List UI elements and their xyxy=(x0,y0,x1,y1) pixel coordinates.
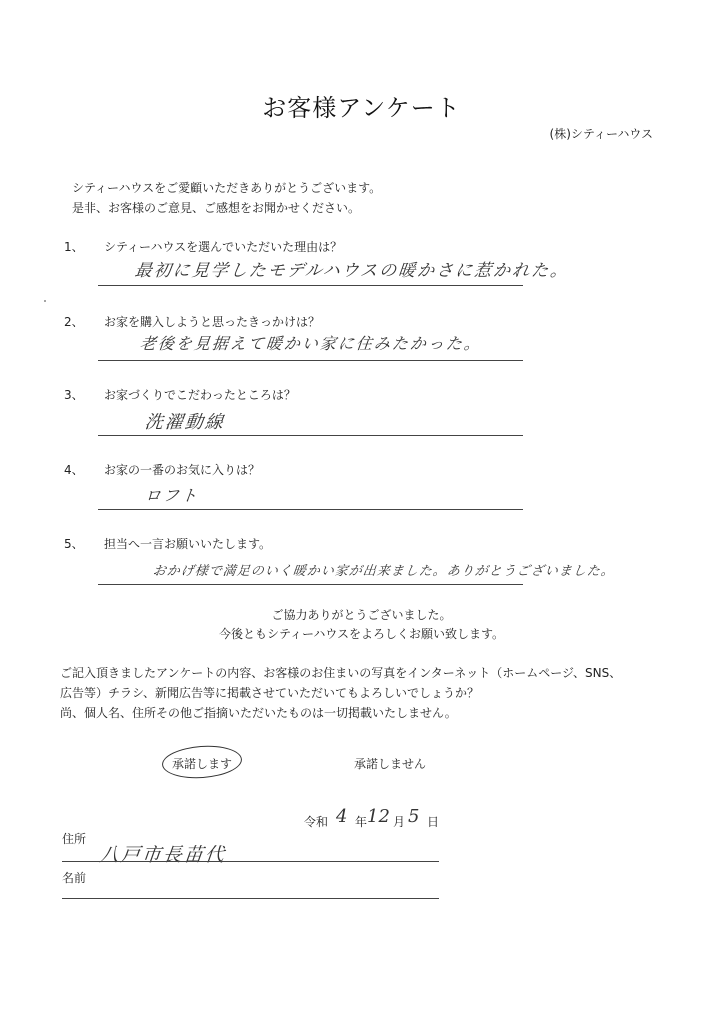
scan-speck xyxy=(44,300,46,302)
page-title: お客様アンケート xyxy=(262,94,461,122)
agree-option[interactable]: 承諾します xyxy=(172,757,233,771)
date-year: 4 xyxy=(336,806,348,827)
question-5-number: 5、 xyxy=(64,537,84,551)
date-month-unit: 月 xyxy=(393,815,406,829)
intro-line-2: 是非、お客様のご意見、ご感想をお聞かせください。 xyxy=(72,201,361,215)
question-4-text: お家の一番のお気に入りは？ xyxy=(104,463,261,477)
question-2-text: お家を購入しようと思ったきっかけは？ xyxy=(104,315,321,329)
question-5-answer-line xyxy=(98,584,523,585)
name-label: 名前 xyxy=(62,871,87,885)
question-4-answer: ロフト xyxy=(143,486,200,505)
consent-line-2: 広告等）チラシ、新聞広告等に掲載させていただいてもよろしいでしょうか？ xyxy=(60,686,480,700)
question-3-text: お家づくりでこだわったところは？ xyxy=(104,388,296,402)
date-day: 5 xyxy=(408,806,420,827)
date-month: 12 xyxy=(367,806,390,827)
date-year-unit: 年 xyxy=(355,815,368,829)
company-name: (株)シティーハウス xyxy=(549,127,653,141)
consent-line-1: ご記入頂きましたアンケートの内容、お客様のお住まいの写真をインターネット（ホームページ、SNS、 xyxy=(60,666,622,680)
question-1-number: 1、 xyxy=(64,240,84,254)
question-1-answer-line xyxy=(98,285,523,286)
name-line xyxy=(62,898,439,899)
thanks-line-1: ご協力ありがとうございました。 xyxy=(271,608,452,622)
question-2-number: 2、 xyxy=(64,315,84,329)
question-2-answer: 老後を見据えて暖かい家に住みたかった。 xyxy=(138,334,483,353)
thanks-line-2: 今後ともシティーハウスをよろしくお願い致します。 xyxy=(218,627,505,641)
question-1-answer: 最初に見学したモデルハウスの暖かさに惹かれた。 xyxy=(133,261,571,281)
address-label: 住所 xyxy=(62,832,87,846)
question-3-number: 3、 xyxy=(64,388,84,402)
disagree-option[interactable]: 承諾しません xyxy=(354,757,427,771)
question-4-number: 4、 xyxy=(64,463,84,477)
address-line xyxy=(62,861,439,862)
question-4-answer-line xyxy=(98,509,523,510)
question-5-text: 担当へ一言お願いいたします。 xyxy=(104,537,272,551)
question-1-text: シティーハウスを選んでいただいた理由は？ xyxy=(104,240,343,254)
question-5-answer: おかげ様で満足のいく暖かい家が出来ました。ありがとうございました。 xyxy=(152,564,616,579)
question-3-answer-line xyxy=(98,435,523,436)
question-2-answer-line xyxy=(98,360,523,361)
intro-line-1: シティーハウスをご愛顧いただきありがとうございます。 xyxy=(72,181,382,195)
question-3-answer: 洗濯動線 xyxy=(143,412,226,433)
address-value: 八戸市長苗代 xyxy=(98,844,228,866)
date-era: 令和 xyxy=(304,815,329,829)
date-day-unit: 日 xyxy=(427,815,440,829)
consent-line-3: 尚、個人名、住所その他ご指摘いただいたものは一切掲載いたしません。 xyxy=(60,706,457,720)
